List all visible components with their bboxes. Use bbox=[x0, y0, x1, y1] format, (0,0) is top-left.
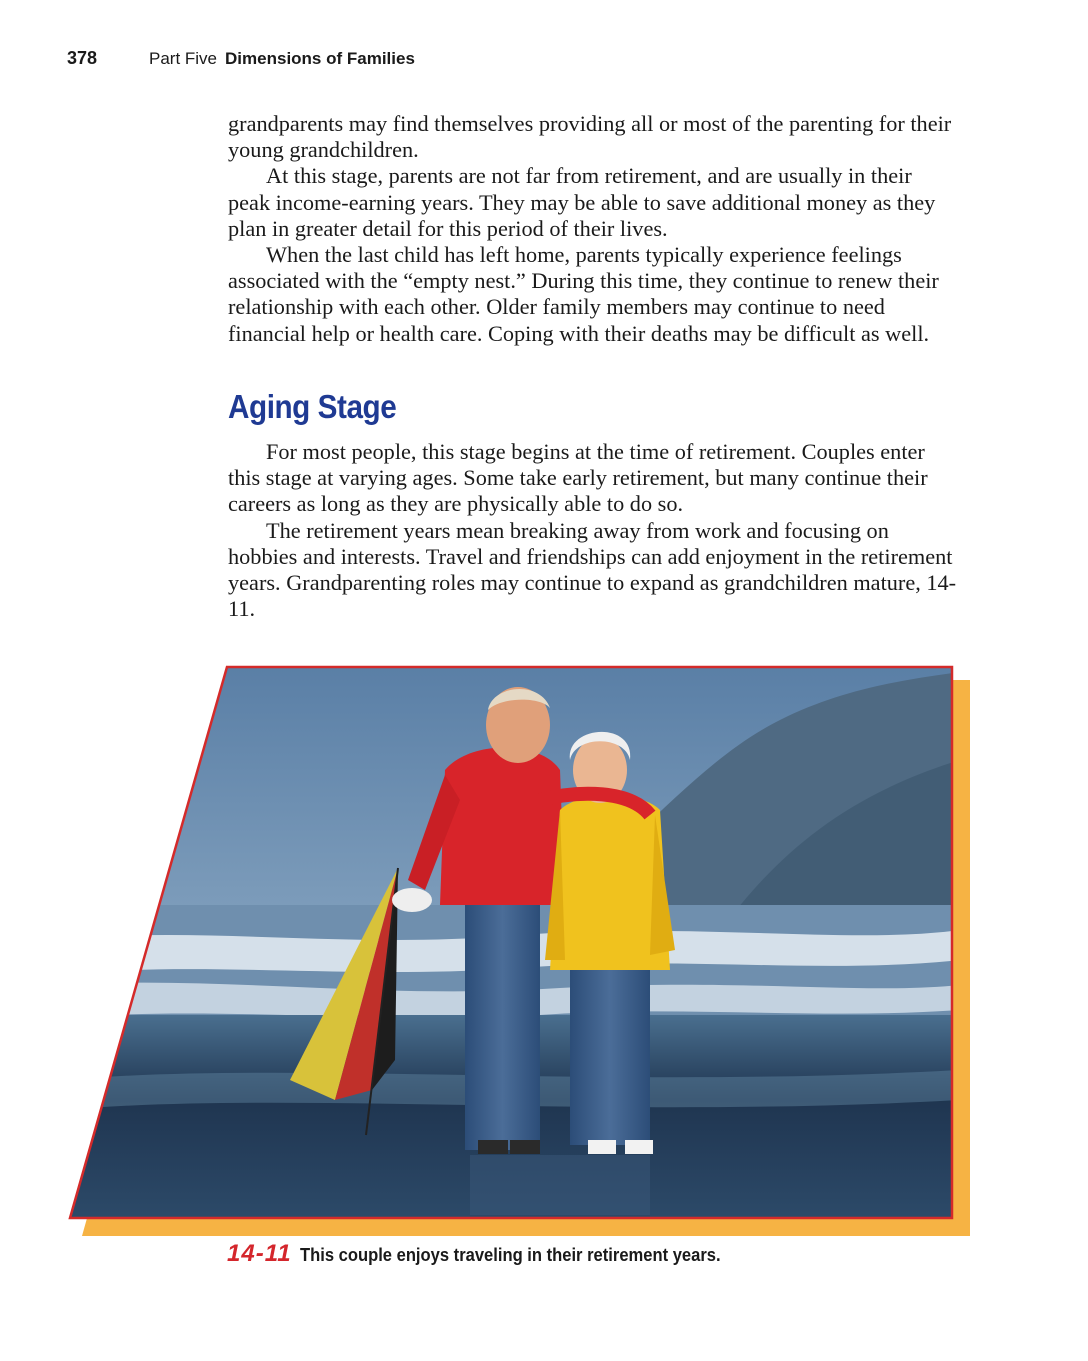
caption-text: This couple enjoys traveling in their retirement years. bbox=[299, 1245, 721, 1265]
chapter-title: Dimensions of Families bbox=[225, 49, 415, 68]
section-heading: Aging Stage bbox=[228, 388, 397, 425]
figure-caption bbox=[227, 1240, 757, 1268]
paragraph: grandparents may find themselves providing all or most of the parenting for their young grandchildren. bbox=[228, 111, 952, 163]
part-label: Part Five bbox=[149, 49, 218, 68]
figure-number: 14-11 bbox=[227, 1240, 292, 1267]
paragraph: The retirement years mean breaking away from work and focusing on hobbies and interests. Travel and friendships can add enjoyment in the retirement years. Grandparenting roles may continue to expand as grandchildren mature, 14-11. bbox=[228, 517, 957, 622]
paragraph: At this stage, parents are not far from retirement, and are usually in their peak income-earning years. They may be able to save additional money as they plan in greater detail for this period of their lives. bbox=[228, 163, 936, 241]
paragraph: For most people, this stage begins at the time of retirement. Couples enter this stage at varying ages. Some take early retirement, but many continue their careers as long as they are physically able to do so. bbox=[228, 439, 928, 517]
page-number: 378 bbox=[67, 48, 98, 68]
paragraph: When the last child has left home, parents typically experience feelings associated with the “empty nest.” During this time, they continue to renew their relationship with each other. Older family members may continue to need financial help or health care. Coping with their deaths may be difficult as well. bbox=[228, 242, 939, 346]
